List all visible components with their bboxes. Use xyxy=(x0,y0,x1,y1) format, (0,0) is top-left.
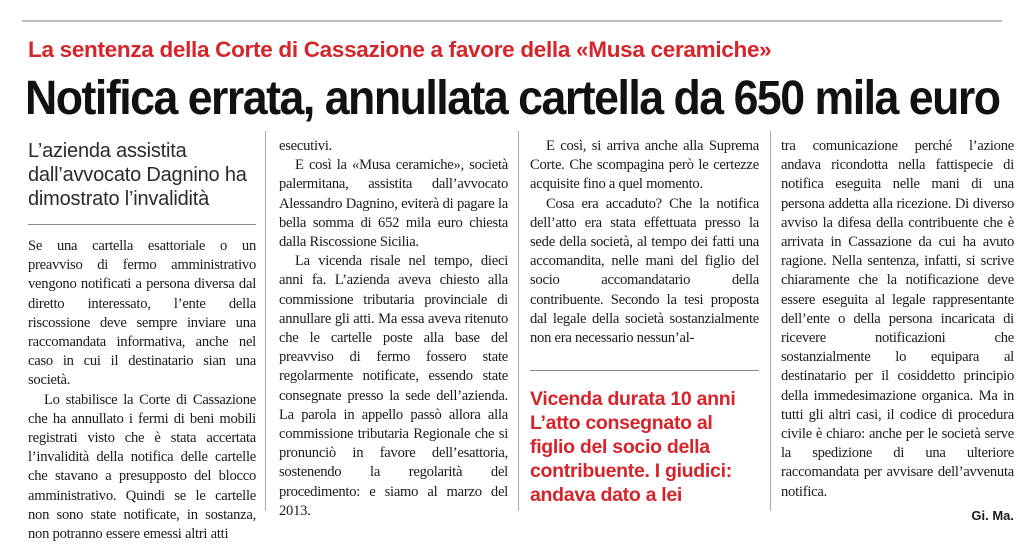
paragraph: Lo stabilisce la Corte di Cassazione che ha annullato i fermi di beni mobili registrati visto che è stata accertata l’invalidità della notifica delle cartelle che stavano a presupposto del blocco amministrativo. Quindi se le cartelle non sono state notificate, in sostanza, non potranno essere emessi altri atti xyxy=(28,391,256,543)
paragraph: esecutivi. xyxy=(279,138,333,154)
article-column-4 xyxy=(781,137,1014,523)
paragraph: E così la «Musa ceramiche», società palermitana, assistita dall’avvocato Alessandro Dagnino, eviterà di pagare la bella somma di 652 mila euro chiesta dalla Riscossione Sicilia. xyxy=(279,157,508,251)
article-subtitle: L’azienda assistita dall’avvocato Dagnino ha dimostrato l’invalidità xyxy=(28,140,247,210)
paragraph: La vicenda risale nel tempo, dieci anni fa. L’azienda aveva chiesto alla commissione tributaria provinciale di annullare gli atti. Ma essa aveva ritenuto che le cartelle poste alla base del preavviso di fermo fossero state regolarmente notificate, essendo state consegnate presso la sede dell’azienda. La parola in appello passò allora alla commissione tributaria Regionale che si pronunciò in favore dell’esattoria, sostenendo la regolarità del procedimento: e siamo al marzo del 2013. xyxy=(279,253,508,519)
paragraph: Se una cartella esattoriale o un preavviso di fermo amministrativo vengono notificati a persona diversa dal diretto interessato, l’ente della riscossione deve sempre inviare una raccomandata informativa, anche nel caso in cui il destinatario sian una società. xyxy=(28,238,256,389)
paragraph: tra comunicazione perché l’azione andava ricondotta nella fattispecie di notifica eseguita nelle mani di una persona addetta alla ricezione. Di diverso avviso la difesa della contribuente che è arrivata in Cassazione da cui ha avuto ragione. Nella sentenza, infatti, si scrive chiaramente che la notificazione deve essere eseguita al legale rappresentante dell’ente o della persona incaricata di ricevere notificazioni che sostanzialmente lo equipara al destinatario per il cosiddetto principio della immedesimazione organica. Ma in tutti gli altri casi, il codice di procedura civile è chiaro: anche per le società serve la spedizione di una ulteriore raccomandata per avvisare dell’avvenuta notifica. xyxy=(781,138,1014,500)
pull-quote: Vicenda durata 10 anni L’atto consegnato al figlio del socio della contribuente. I giudici: andava dato a lei xyxy=(530,388,736,507)
subtitle-rule xyxy=(28,224,256,225)
pull-quote-rule xyxy=(530,370,759,371)
article-column-2 xyxy=(279,137,508,521)
paragraph: E così, si arriva anche alla Suprema Corte. Che scompagina però le certezze acquisite fino a quel momento. xyxy=(530,138,759,193)
column-divider xyxy=(518,131,519,511)
article-column-3 xyxy=(530,137,759,507)
column-divider xyxy=(770,131,771,511)
column-divider xyxy=(265,131,266,511)
article-kicker: La sentenza della Corte di Cassazione a favore della «Musa ceramiche» xyxy=(28,37,772,62)
paragraph: Cosa era accaduto? Che la notifica dell’atto era stata effettuata presso la sede della società, al tempo dei fatti una accomandita, nelle mani del figlio del socio accomandatario della contribuente. Secondo la tesi proposta dal legale della società sostanzialmente non era necessario nessun’al- xyxy=(530,195,759,347)
author-signature: Gi. Ma. xyxy=(971,507,1014,523)
article-headline: Notifica errata, annullata cartella da 650 mila euro xyxy=(25,72,1000,125)
article-column-1 xyxy=(28,139,256,544)
top-rule xyxy=(22,20,1002,22)
